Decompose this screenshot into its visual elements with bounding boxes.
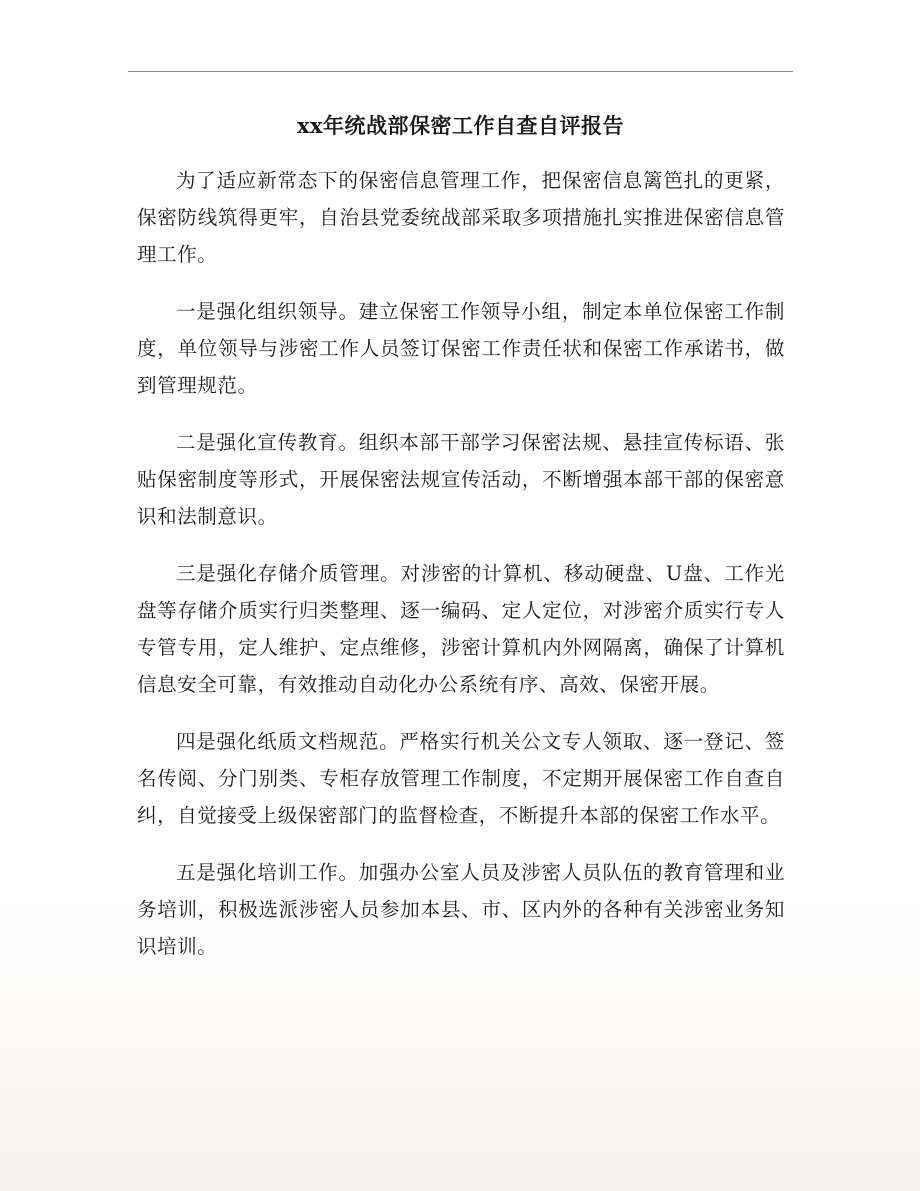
header-rule [128,71,793,72]
document-body [137,162,785,985]
paragraph-paper-documents: 四是强化纸质文档规范。严格实行机关公文专人领取、逐一登记、签名传阅、分门别类、专柜存放管理工作制度，不定期开展保密工作自查自纠，自觉接受上级保密部门的监督检查，不断提升本部的保密工作水平。 [137,730,785,827]
document-title: xx年统战部保密工作自查自评报告 [296,113,625,138]
paragraph-intro: 为了适应新常态下的保密信息管理工作，把保密信息篱笆扎的更紧，保密防线筑得更牢，自治县党委统战部采取多项措施扎实推进保密信息管理工作。 [137,169,785,266]
paragraph-publicity: 二是强化宣传教育。组织本部干部学习保密法规、悬挂宣传标语、张贴保密制度等形式，开展保密法规宣传活动，不断增强本部干部的保密意识和法制意识。 [137,431,785,528]
paragraph-storage-media: 三是强化存储介质管理。对涉密的计算机、移动硬盘、U盘、工作光盘等存储介质实行归类整理、逐一编码、定人定位，对涉密介质实行专人专管专用，定人维护、定点维修，涉密计算机内外网隔离，确保了计算机信息安全可靠，有效推动自动化办公系统有序、高效、保密开展。 [137,562,785,696]
paragraph-training: 五是强化培训工作。加强办公室人员及涉密人员队伍的教育管理和业务培训，积极选派涉密人员参加本县、市、区内外的各种有关涉密业务知识培训。 [137,861,785,958]
paragraph-organization: 一是强化组织领导。建立保密工作领导小组，制定本单位保密工作制度，单位领导与涉密工作人员签订保密工作责任状和保密工作承诺书，做到管理规范。 [137,300,785,397]
